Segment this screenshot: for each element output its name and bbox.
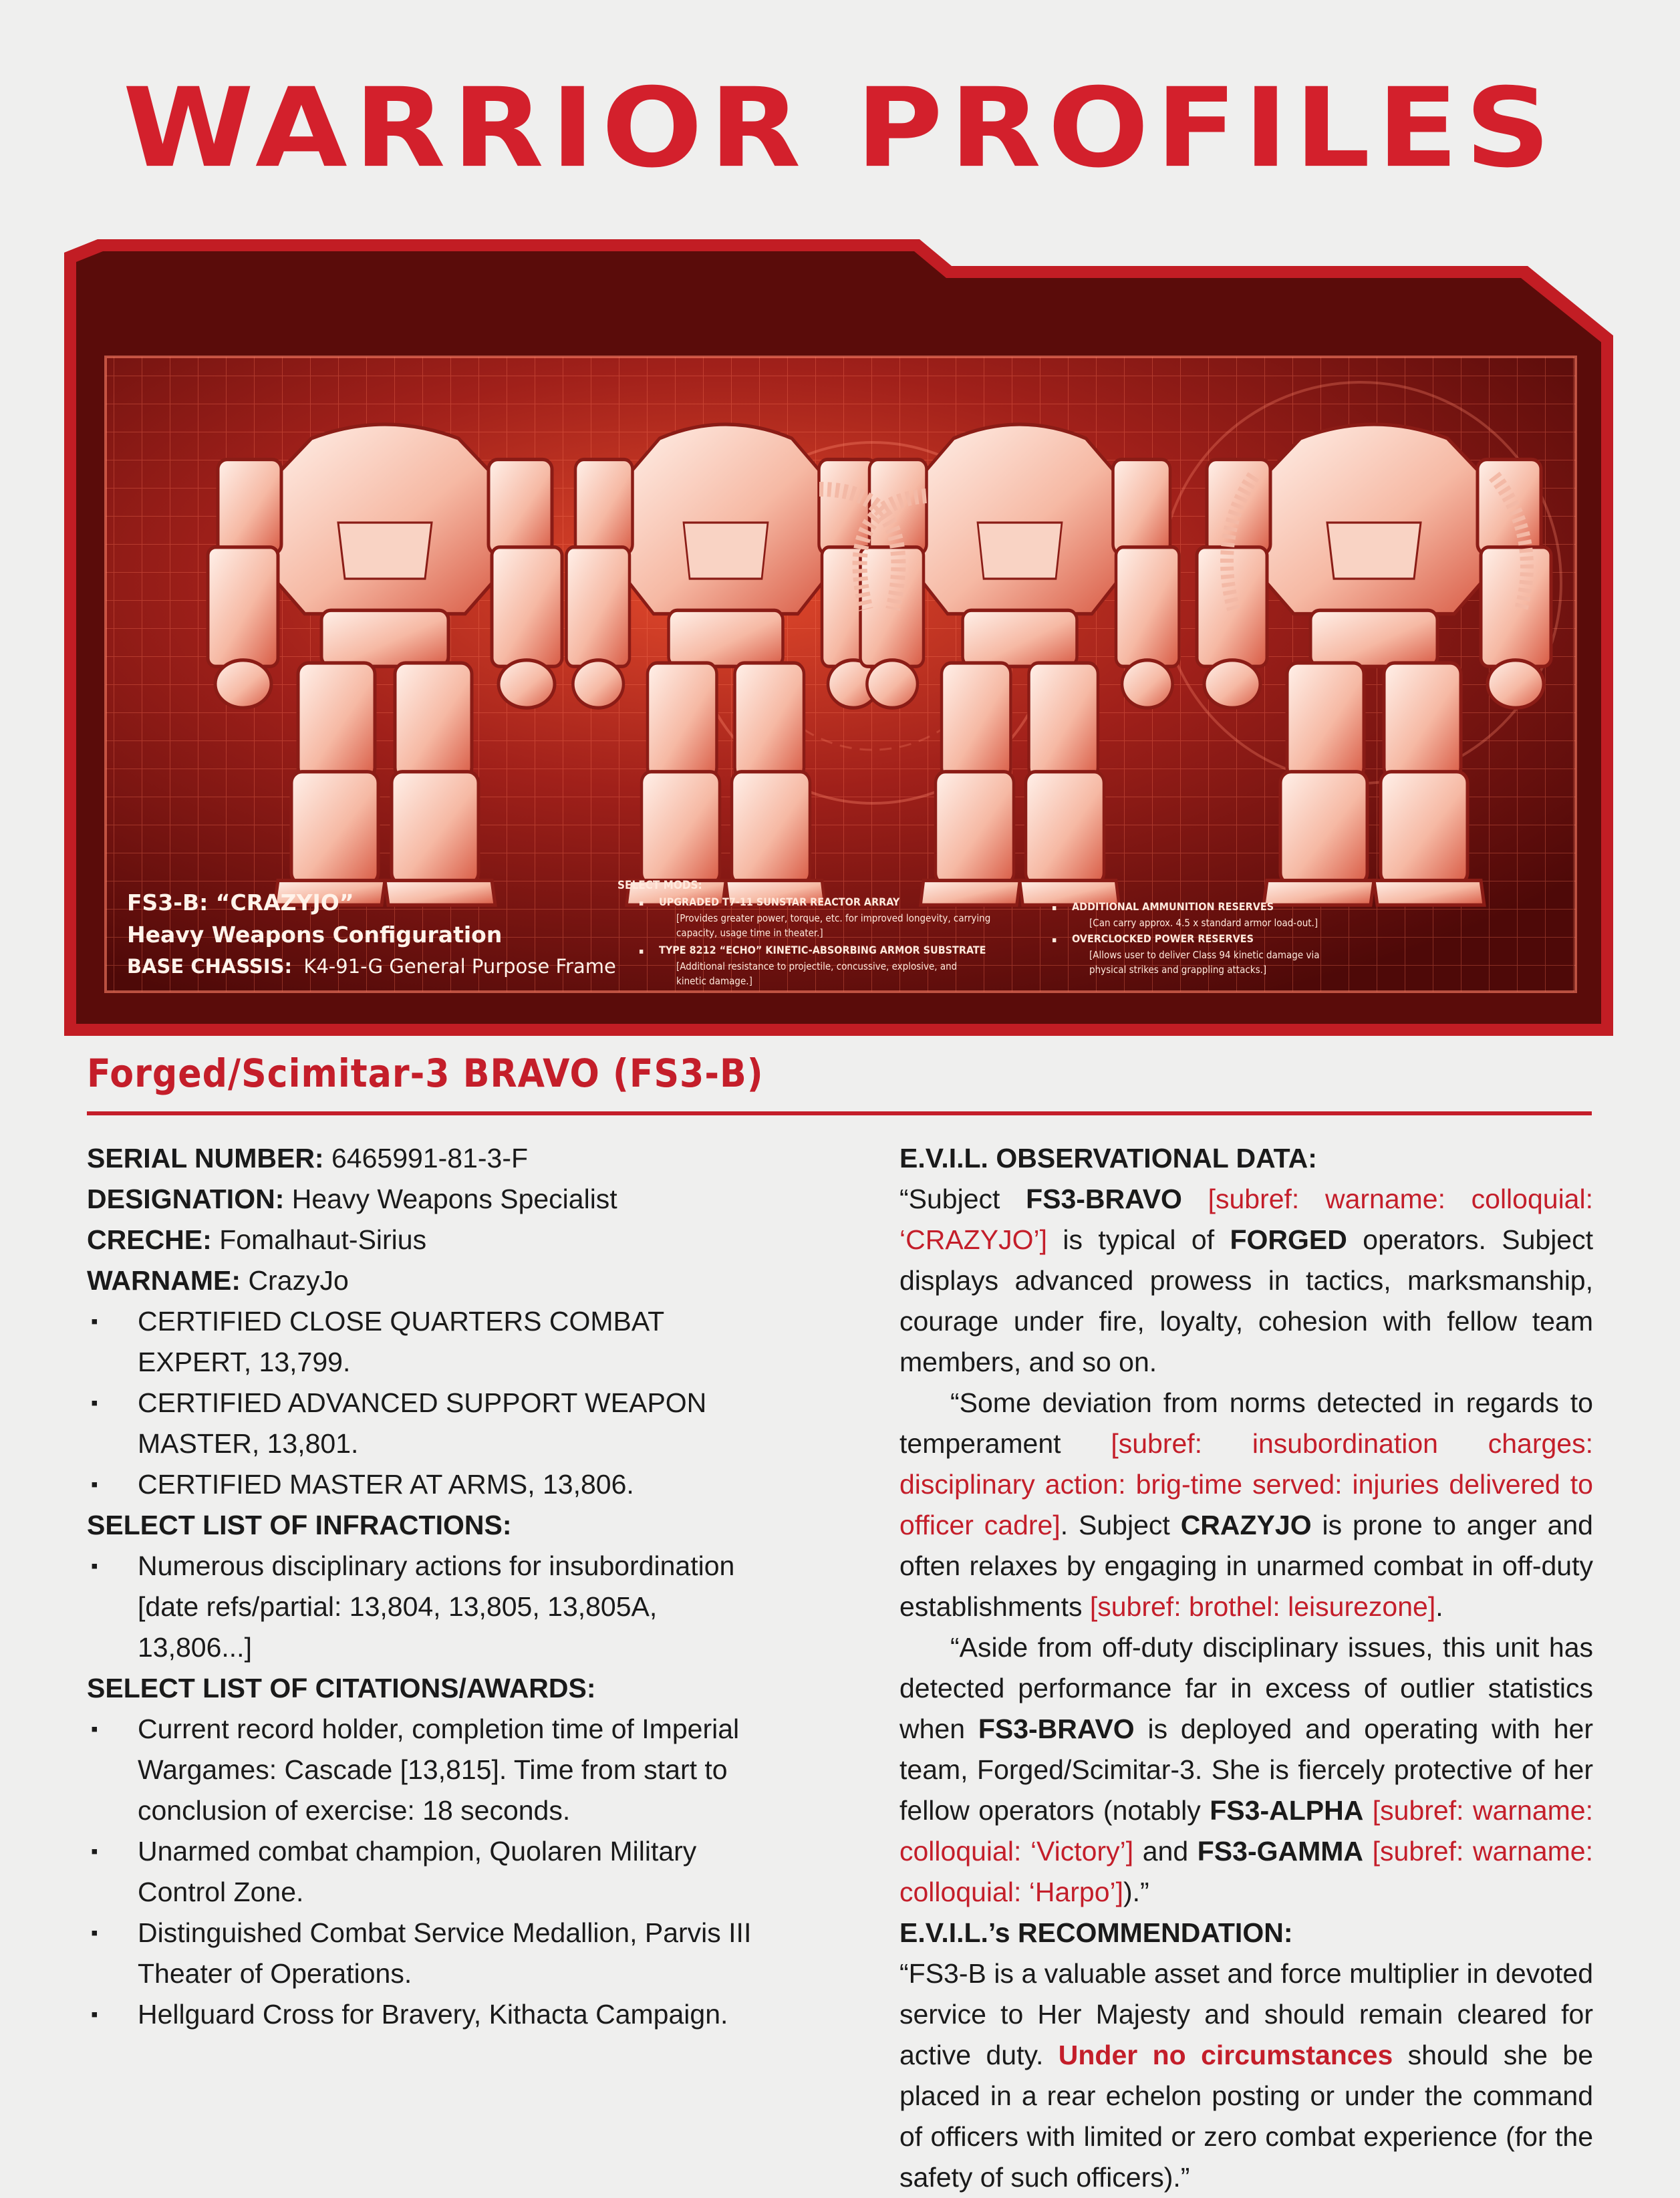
blueprint-banner	[57, 235, 1621, 1047]
p3-text-c: is deployed and operating with her team, Forged/Scimitar-3. She is fiercely protective of her fellow operators (notably	[899, 1713, 1593, 1826]
cit1-line1: Current record holder, completion time of Imperial	[138, 1713, 740, 1744]
citations-heading: SELECT LIST OF CITATIONS/AWARDS:	[87, 1673, 596, 1703]
cert3-line1: CERTIFIED MASTER AT ARMS, 13,806.	[138, 1469, 634, 1500]
mod1-title: UPGRADED T7-11 SUNSTAR REACTOR ARRAY	[659, 896, 900, 908]
list-item	[87, 1383, 789, 1464]
list-item	[87, 1994, 789, 2035]
p2-text-c: . Subject	[1060, 1510, 1181, 1540]
mod4-desc2: physical strikes and grappling attacks.]	[1089, 964, 1267, 976]
mod2-desc1: [Additional resistance to projectile, concussive, explosive, and	[676, 960, 958, 972]
cit4-line1: Hellguard Cross for Bravery, Kithacta Campaign.	[138, 1999, 728, 2030]
p3-gamma: FS3-GAMMA	[1197, 1836, 1364, 1867]
cert2-line1: CERTIFIED ADVANCED SUPPORT WEAPON	[138, 1387, 707, 1418]
observational-data	[899, 1138, 1593, 2198]
p3-text-i: ).”	[1123, 1877, 1149, 1907]
bullet-icon: ▪	[91, 1392, 98, 1414]
cit3-line1: Distinguished Combat Service Medallion, Parvis III	[138, 1917, 752, 1948]
mod4-bullet: ▪	[1052, 935, 1057, 944]
cert2-line2: MASTER, 13,801.	[138, 1428, 359, 1459]
creche-value: Fomalhaut-Sirius	[219, 1224, 427, 1255]
designation-label: DESIGNATION:	[87, 1184, 285, 1214]
cit2-line1: Unarmed combat champion, Quolaren Military	[138, 1836, 697, 1867]
p1-text-f: operators. Subject displays advanced prowess in tactics, marksmanship, courage under fire, loyalty, cohesion with fellow team members, and so on.	[899, 1224, 1593, 1377]
bullet-icon: ▪	[91, 2004, 98, 2026]
observation-paragraph-2	[899, 1383, 1593, 1627]
p3-alpha: FS3-ALPHA	[1210, 1795, 1364, 1826]
cert1-line2: EXPERT, 13,799.	[138, 1347, 351, 1377]
mod4-desc1: [Allows user to deliver Class 94 kinetic damage via	[1089, 949, 1320, 961]
serial-number-label: SERIAL NUMBER:	[87, 1143, 324, 1174]
p1-text-d: is typical of	[1046, 1224, 1230, 1255]
p3-subref-alpha: [subref: warname: colloquial: ‘Victory’]	[899, 1795, 1593, 1867]
list-item	[87, 1709, 789, 1831]
p1-subref: [subref: warname: colloquial: ‘CRAZYJO’]	[899, 1184, 1593, 1255]
list-item	[87, 1913, 789, 1994]
p2-text-a: “Some deviation from norms detected in regards to temperament	[899, 1387, 1593, 1459]
robot-caption-name: FS3-B: “CRAZYJO”	[127, 889, 354, 916]
mod2-bullet: ▪	[639, 946, 644, 956]
cit1-line2: Wargames: Cascade [13,815]. Time from start to	[138, 1754, 728, 1785]
creche-row	[87, 1220, 789, 1260]
observations-heading: E.V.I.L. OBSERVATIONAL DATA:	[899, 1143, 1317, 1174]
serial-number-row	[87, 1138, 789, 1179]
list-item	[87, 1464, 789, 1505]
p3-text-f: and	[1133, 1836, 1198, 1867]
p1-subject: FS3-BRAVO	[1026, 1184, 1182, 1214]
list-item	[87, 1546, 789, 1668]
p2-text-g: .	[1435, 1591, 1443, 1622]
recommendation-heading: E.V.I.L.’s RECOMMENDATION:	[899, 1917, 1293, 1948]
p2-subref-2: [subref: brothel: leisurezone]	[1089, 1591, 1436, 1622]
designation-row	[87, 1179, 789, 1220]
profile-title: Forged/Scimitar-3 BRAVO (FS3-B)	[87, 1051, 764, 1096]
warname-row	[87, 1260, 789, 1301]
list-item	[87, 1301, 789, 1383]
infractions-heading: SELECT LIST OF INFRACTIONS:	[87, 1510, 512, 1540]
p2-text-e: is prone to anger and often relaxes by engaging in unarmed combat in off-duty establishments	[899, 1510, 1593, 1622]
p1-forged: FORGED	[1230, 1224, 1347, 1255]
observation-paragraph-1	[899, 1179, 1593, 1383]
inf1-line3: 13,806...]	[138, 1632, 252, 1663]
cit2-line2: Control Zone.	[138, 1877, 304, 1907]
warname-label: WARNAME:	[87, 1265, 241, 1296]
designation-value: Heavy Weapons Specialist	[291, 1184, 617, 1214]
mod4-title: OVERCLOCKED POWER RESERVES	[1072, 932, 1254, 945]
p3-subject: FS3-BRAVO	[978, 1713, 1135, 1744]
rec-emphasis: Under no circumstances	[1058, 2040, 1393, 2070]
warname-value: CrazyJo	[248, 1265, 349, 1296]
cit3-line2: Theater of Operations.	[138, 1958, 412, 1989]
bullet-icon: ▪	[91, 1840, 98, 1863]
recommendation-paragraph	[899, 1953, 1593, 2198]
title-divider	[87, 1111, 1592, 1115]
p3-subref-gamma: [subref: warname: colloquial: ‘Harpo’]	[899, 1836, 1593, 1907]
mod2-title: TYPE 8212 “ECHO” KINETIC-ABSORBING ARMOR SUBSTRATE	[659, 944, 986, 956]
bullet-icon: ▪	[91, 1555, 98, 1577]
inf1-line2: [date refs/partial: 13,804, 13,805, 13,805A,	[138, 1591, 658, 1622]
robot-caption-chassis	[127, 955, 616, 978]
p3-text-a: “Aside from off-duty disciplinary issues, this unit has detected performance far in excess of outlier statistics when	[899, 1632, 1593, 1744]
bullet-icon: ▪	[91, 1922, 98, 1944]
rec-text-a: “FS3-B is a valuable asset and force multiplier in devoted service to Her Majesty and should remain cleared for active duty.	[899, 1958, 1593, 2070]
p2-crazyjo: CRAZYJO	[1180, 1510, 1312, 1540]
rec-text-c: should she be placed in a rear echelon posting or under the command of officers with limited or zero combat experience (for the safety of such officers).”	[899, 2040, 1593, 2193]
chassis-label: BASE CHASSIS:	[127, 955, 293, 978]
bullet-icon: ▪	[91, 1718, 98, 1740]
bullet-icon: ▪	[91, 1311, 98, 1333]
mod1-desc1: [Provides greater power, torque, etc. for improved longevity, carrying	[676, 912, 991, 924]
observation-paragraph-3	[899, 1627, 1593, 1913]
chassis-value: K4-91-G General Purpose Frame	[303, 955, 616, 978]
mod2-desc2: kinetic damage.]	[676, 975, 752, 987]
mods-heading: SELECT MODS:	[617, 879, 702, 892]
mod3-bullet: ▪	[1052, 903, 1057, 912]
list-item	[87, 1831, 789, 1913]
profile-details	[87, 1138, 789, 2035]
robot-caption-config: Heavy Weapons Configuration	[127, 922, 503, 948]
p1-text-a: “Subject	[899, 1184, 1026, 1214]
mod3-desc1: [Can carry approx. 4.5 x standard armor load-out.]	[1089, 917, 1318, 929]
mod1-bullet: ▪	[639, 898, 644, 908]
p2-subref: [subref: insubordination charges: disciplinary action: brig-time served: injuries delivered to officer cadre]	[899, 1428, 1593, 1540]
mod1-desc2: capacity, usage time in theater.]	[676, 927, 823, 939]
page-title: WARRIOR PROFILES	[122, 64, 1558, 192]
serial-number-value: 6465991-81-3-F	[331, 1143, 529, 1174]
mod3-title: ADDITIONAL AMMUNITION RESERVES	[1072, 900, 1274, 913]
inf1-line1: Numerous disciplinary actions for insubordination	[138, 1550, 735, 1581]
cit1-line3: conclusion of exercise: 18 seconds.	[138, 1795, 571, 1826]
creche-label: CRECHE:	[87, 1224, 212, 1255]
cert1-line1: CERTIFIED CLOSE QUARTERS COMBAT	[138, 1306, 665, 1337]
bullet-icon: ▪	[91, 1474, 98, 1496]
